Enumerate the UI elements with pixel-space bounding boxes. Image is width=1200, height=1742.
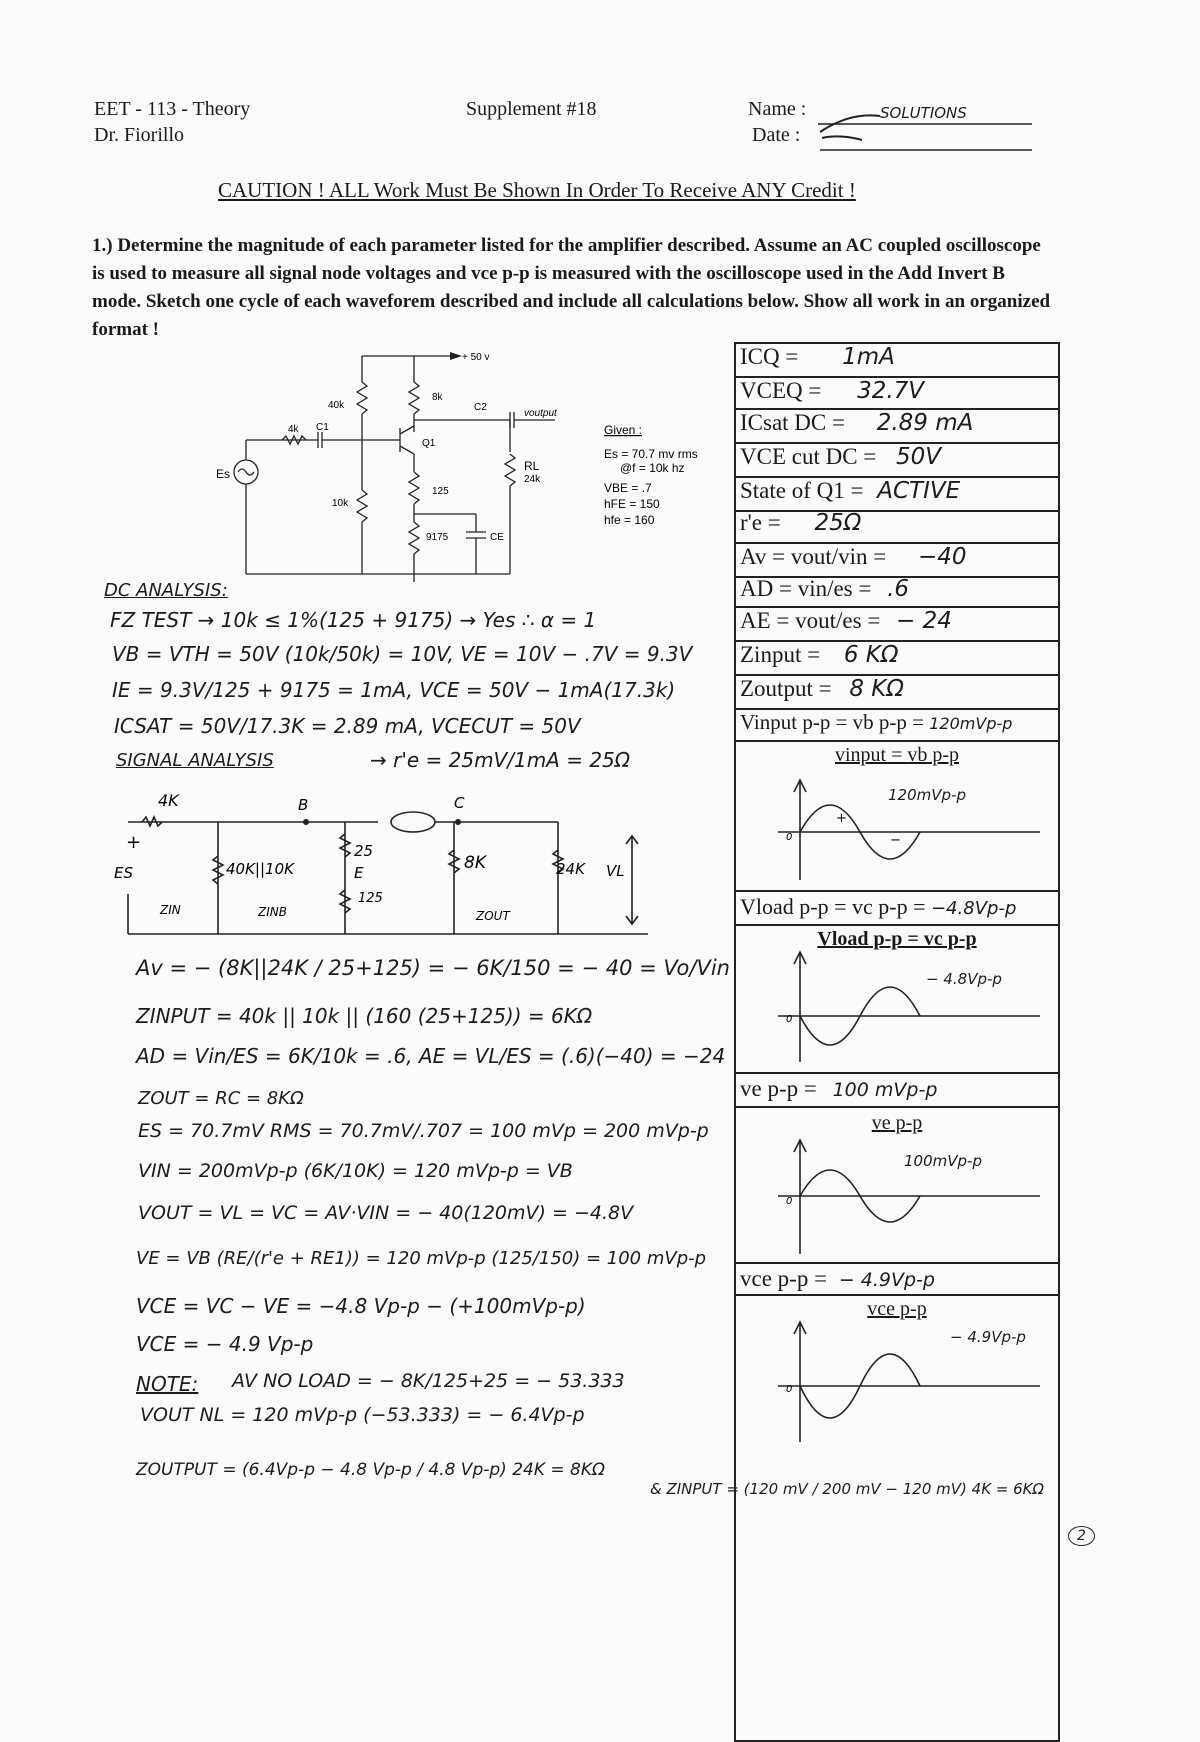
answer-row bbox=[740, 1076, 1058, 1102]
answer-value: − 24 bbox=[896, 608, 952, 634]
instructor-name: Dr. Fiorillo bbox=[94, 124, 185, 146]
plot-label: 100mVp-p bbox=[904, 1152, 982, 1170]
ac-label-8k: 8K bbox=[464, 853, 486, 873]
ac-label-plus: + bbox=[126, 832, 142, 853]
ac-line: ZOUT = RC = 8KΩ bbox=[138, 1088, 304, 1109]
answer-row bbox=[740, 1266, 1058, 1292]
answer-value: 32.7V bbox=[857, 378, 925, 404]
dc-line: VB = VTH = 50V (10k/50k) = 10V, VE = 10V − .7V = 9.3V bbox=[112, 642, 693, 666]
ac-line: VOUT = VL = VC = AV·VIN = − 40(120mV) = −4.8V bbox=[138, 1202, 634, 1224]
re-calc: → r'e = 25mV/1mA = 25Ω bbox=[370, 748, 631, 772]
vinput-waveform bbox=[760, 770, 1050, 890]
name-value: SOLUTIONS bbox=[880, 104, 967, 122]
ac-label-vl: VL bbox=[606, 862, 625, 880]
ac-label-25: 25 bbox=[354, 842, 374, 860]
rl-label: RL bbox=[524, 459, 540, 473]
answer-value: 2.89 mA bbox=[876, 410, 974, 436]
vce-waveform bbox=[760, 1318, 1050, 1446]
answer-value: 8 KΩ bbox=[849, 676, 904, 702]
plot-title: vinput = vb p-p bbox=[834, 744, 960, 766]
ac-label-zin: ZIN bbox=[160, 903, 181, 917]
answer-value: −4.8Vp-p bbox=[931, 898, 1017, 919]
answer-row bbox=[740, 410, 1058, 436]
zout-formula: ZOUTPUT = (6.4Vp-p − 4.8 Vp-p / 4.8 Vp-p) 24K = 8KΩ bbox=[136, 1460, 605, 1480]
answer-label: ve p-p = bbox=[740, 1076, 817, 1101]
ac-label-es: ES bbox=[114, 864, 133, 882]
ac-label-zinb: ZINB bbox=[258, 905, 287, 919]
ac-line: Av = − (8K||24K / 25+125) = − 6K/150 = − 40 = Vo/Vin bbox=[136, 956, 730, 980]
answer-value: 100 mVp-p bbox=[832, 1079, 938, 1101]
ac-line: VCE = VC − VE = −4.8 Vp-p − (+100mVp-p) bbox=[136, 1294, 586, 1318]
answer-value: −40 bbox=[918, 544, 967, 570]
c2-label: C2 bbox=[474, 402, 487, 413]
given-line: VBE = .7 bbox=[604, 481, 652, 495]
answer-row bbox=[740, 642, 1058, 668]
answer-value: 1mA bbox=[842, 344, 895, 370]
answer-row bbox=[740, 478, 1058, 504]
r40k-label: 40k bbox=[328, 400, 345, 411]
r4k-label: 4k bbox=[288, 424, 299, 435]
q1-label: Q1 bbox=[422, 438, 436, 449]
ac-equivalent-circuit bbox=[108, 784, 668, 944]
plot-label: 120mVp-p bbox=[888, 786, 966, 804]
answer-label: ICsat DC = bbox=[740, 410, 845, 435]
answer-value: 6 KΩ bbox=[843, 642, 899, 668]
ce-label: CE bbox=[490, 532, 504, 543]
rl-value: 24k bbox=[524, 474, 541, 485]
note-line: AV NO LOAD = − 8K/125+25 = − 53.333 bbox=[232, 1370, 625, 1392]
answer-value: 50V bbox=[896, 444, 942, 470]
ac-label-e: E bbox=[354, 864, 364, 882]
ac-label-125: 125 bbox=[358, 891, 383, 906]
given-line: @f = 10k hz bbox=[620, 461, 685, 475]
ac-label-4k: 4K bbox=[158, 791, 179, 810]
signal-analysis-title: SIGNAL ANALYSIS bbox=[116, 750, 274, 771]
zin-formula: & ZINPUT = (120 mV / 200 mV − 120 mV) 4K = 6KΩ bbox=[650, 1480, 1044, 1498]
answer-label: State of Q1 = bbox=[740, 478, 864, 503]
answer-value: − 4.9Vp-p bbox=[838, 1269, 935, 1291]
answer-label: AE = vout/es = bbox=[740, 608, 881, 633]
r125-label: 125 bbox=[432, 486, 449, 497]
ac-line: VCE = − 4.9 Vp-p bbox=[136, 1332, 314, 1356]
answer-row bbox=[740, 378, 1058, 404]
date-label: Date : bbox=[752, 124, 801, 146]
name-label: Name : bbox=[748, 98, 807, 120]
vload-waveform bbox=[760, 946, 1050, 1066]
answer-label: AD = vin/es = bbox=[740, 576, 872, 601]
dc-line: FZ TEST → 10k ≤ 1%(125 + 9175) → Yes ∴ α = 1 bbox=[110, 608, 597, 632]
dc-line: ICSAT = 50V/17.3K = 2.89 mA, VCECUT = 50V bbox=[114, 714, 581, 738]
answer-label: Av = vout/vin = bbox=[740, 544, 887, 569]
answer-label: VCE cut DC = bbox=[740, 444, 877, 469]
course-title: EET - 113 - Theory bbox=[94, 98, 251, 120]
answer-label: vce p-p = bbox=[740, 1266, 828, 1291]
answer-label: r'e = bbox=[740, 510, 781, 535]
axis-zero: 0 bbox=[786, 1384, 793, 1395]
name-date-lines bbox=[810, 104, 1040, 154]
given-line: Es = 70.7 mv rms bbox=[604, 447, 698, 461]
answer-value: 25Ω bbox=[814, 510, 862, 536]
r10k-label: 10k bbox=[332, 498, 349, 509]
ac-label-c: C bbox=[454, 794, 465, 812]
vout-label: voutput bbox=[524, 408, 557, 419]
c1-label: C1 bbox=[316, 422, 329, 433]
ac-label-rb: 40K||10K bbox=[226, 860, 294, 878]
supplement-number: Supplement #18 bbox=[466, 98, 597, 120]
r9175-label: 9175 bbox=[426, 532, 449, 543]
problem-statement: 1.) Determine the magnitude of each parameter listed for the amplifier described. Assume an AC coupled oscilloscope is used to measure all signal node voltages and vce p-p is measured with the oscilloscope used in the Add Invert B mode. Sketch one cycle of each waveforem described and include all calculations below. Show all work in an organized format ! bbox=[92, 235, 1051, 340]
minus-mark: − bbox=[890, 833, 901, 848]
axis-zero: 0 bbox=[786, 1014, 793, 1025]
ac-label-b: B bbox=[298, 796, 309, 814]
answer-value: 120mVp-p bbox=[929, 714, 1013, 733]
answer-row bbox=[740, 444, 1058, 470]
ac-line: AD = Vin/ES = 6K/10k = .6, AE = VL/ES = (.6)(−40) = −24 bbox=[136, 1044, 726, 1068]
plus-mark: + bbox=[836, 811, 847, 826]
answer-label: ICQ = bbox=[740, 344, 799, 369]
plot-title: Vload p-p = vc p-p bbox=[817, 928, 977, 950]
answer-row bbox=[740, 894, 1058, 920]
vcc-label: + 50 v bbox=[462, 352, 490, 363]
given-line: hFE = 150 bbox=[604, 497, 660, 511]
ac-line: VE = VB (RE/(r'e + RE1)) = 120 mVp-p (125/150) = 100 mVp-p bbox=[136, 1248, 707, 1269]
dc-analysis-title: DC ANALYSIS: bbox=[104, 580, 228, 601]
ac-label-24k: 24K bbox=[556, 860, 585, 878]
answer-row bbox=[740, 710, 1058, 735]
axis-zero: 0 bbox=[786, 1196, 793, 1207]
axis-zero: 0 bbox=[786, 832, 793, 843]
es-label: Es bbox=[216, 467, 231, 481]
plot-label: − 4.9Vp-p bbox=[950, 1328, 1026, 1346]
answer-row bbox=[740, 344, 1058, 370]
plot-title: vce p-p bbox=[867, 1298, 927, 1320]
r8k-label: 8k bbox=[432, 392, 443, 403]
answer-value: ACTIVE bbox=[877, 478, 961, 504]
answer-label: Zinput = bbox=[740, 642, 821, 667]
answer-row bbox=[740, 544, 1058, 570]
answer-row bbox=[740, 608, 1058, 634]
caution-banner: CAUTION ! ALL Work Must Be Shown In Order To Receive ANY Credit ! bbox=[218, 178, 856, 202]
amplifier-schematic bbox=[200, 342, 730, 582]
plot-title: ve p-p bbox=[871, 1112, 923, 1134]
answer-label: VCEQ = bbox=[740, 378, 822, 403]
answer-label: Vinput p-p = vb p-p = bbox=[740, 710, 924, 734]
given-line: hfe = 160 bbox=[604, 513, 655, 527]
dc-line: IE = 9.3V/125 + 9175 = 1mA, VCE = 50V − 1mA(17.3k) bbox=[112, 678, 676, 702]
ac-line: ZINPUT = 40k || 10k || (160 (25+125)) = 6KΩ bbox=[136, 1004, 593, 1028]
answer-label: Vload p-p = vc p-p = bbox=[740, 894, 926, 919]
answer-row bbox=[740, 576, 1058, 602]
answer-label: Zoutput = bbox=[740, 676, 832, 701]
given-title: Given : bbox=[604, 423, 643, 437]
ac-line: ES = 70.7mV RMS = 70.7mV/.707 = 100 mVp = 200 mVp-p bbox=[138, 1120, 709, 1142]
note-line: VOUT NL = 120 mVp-p (−53.333) = − 6.4Vp-p bbox=[140, 1404, 585, 1426]
note-label: NOTE: bbox=[136, 1372, 199, 1396]
answer-row bbox=[740, 676, 1058, 702]
answer-row bbox=[740, 510, 1058, 536]
ve-waveform bbox=[760, 1130, 1050, 1260]
ac-label-zout: ZOUT bbox=[476, 909, 510, 923]
answer-value: .6 bbox=[887, 576, 910, 602]
page-number: 2 bbox=[1068, 1526, 1095, 1546]
ac-line: VIN = 200mVp-p (6K/10K) = 120 mVp-p = VB bbox=[138, 1160, 573, 1182]
plot-label: − 4.8Vp-p bbox=[926, 970, 1002, 988]
